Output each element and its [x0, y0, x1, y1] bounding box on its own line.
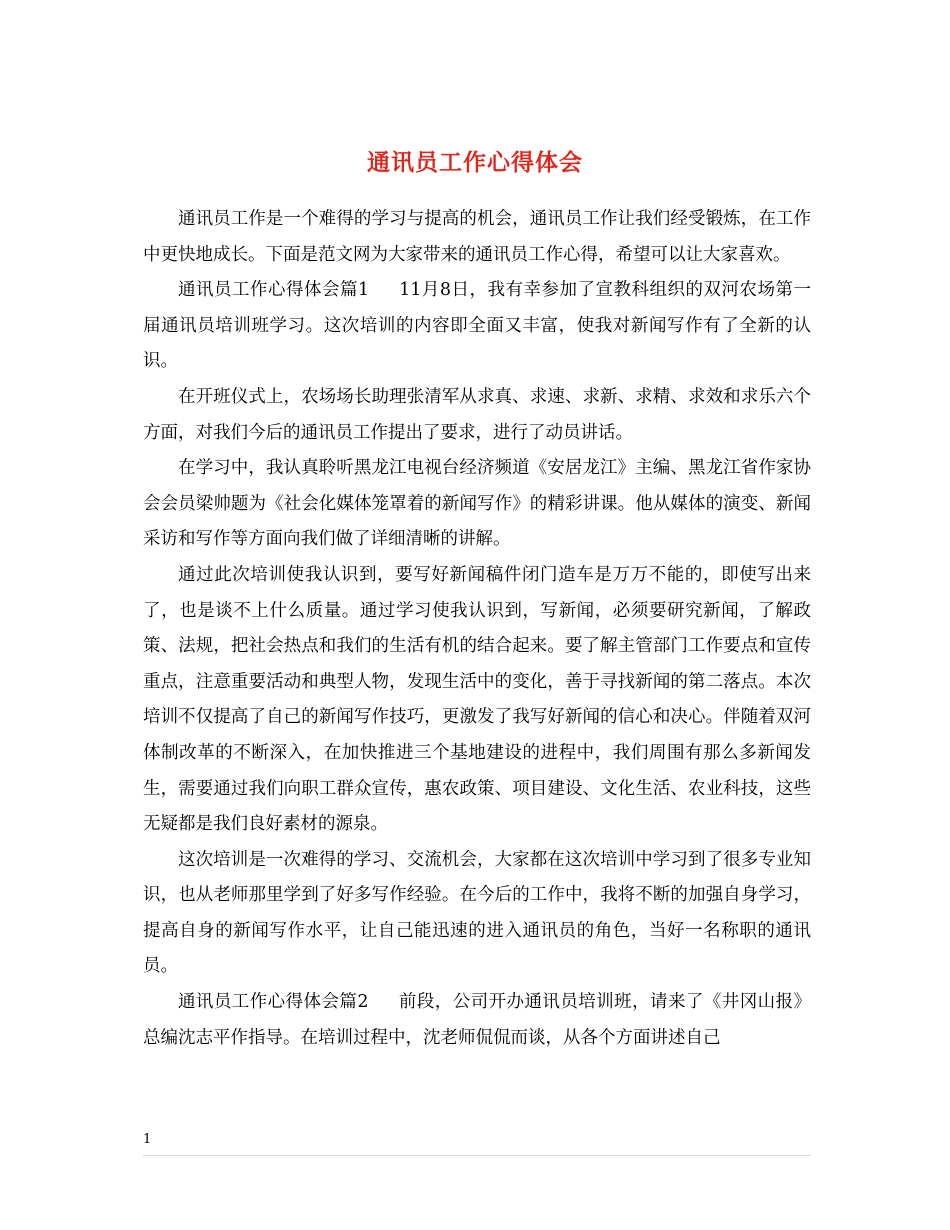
- paragraph-text: 通过此次培训使我认识到，要写好新闻稿件闭门造车是万万不能的，即使写出来了，也是谈不上什么质量。通过学习使我认识到，写新闻，必须要研究新闻，了解政策、法规，把社会热点和我们的生活有机的结合起来。要了解主管部门工作要点和宣传重点，注意重要活动和典型人物，发现生活中的变化，善于寻找新闻的第二落点。本次培训不仅提高了自己的新闻写作技巧，更激发了我写好新闻的信心和决心。伴随着双河体制改革的不断深入，在加快推进三个基地建设的进程中，我们周围有那么多新闻发生，需要通过我们向职工群众宣传，惠农政策、项目建设、文化生活、农业科技，这些无疑都是我们良好素材的源泉。: [143, 564, 811, 835]
- paragraph-text: 前段，公司开办通讯员培训班，请来了《井冈山报》总编沈志平作指导。在培训过程中，沈老师侃侃而谈，从各个方面讲述自己: [143, 992, 812, 1048]
- paragraph-opening-ceremony: [143, 380, 811, 451]
- paragraph-lecture: [143, 451, 811, 558]
- page-number: 1: [143, 1132, 152, 1147]
- paragraph-text: 在开班仪式上，农场场长助理张清军从求真、求速、求新、求精、求效和求乐六个方面，对我们今后的通讯员工作提出了要求，进行了动员讲话。: [143, 386, 811, 443]
- paragraph-intro: [143, 202, 811, 273]
- paragraph-text: 11月8日，我有幸参加了宣教科组织的双河农场第一届通讯员培训班学习。这次培训的内容即全面又丰富，使我对新闻写作有了全新的认识。: [143, 280, 811, 372]
- paragraph-summary: [143, 843, 811, 985]
- section-heading: 通讯员工作心得体会篇1: [178, 280, 370, 301]
- paragraph-text: 这次培训是一次难得的学习、交流机会，大家都在这次培训中学习到了很多专业知识，也从老师那里学到了好多写作经验。在今后的工作中，我将不断的加强自身学习，提高自身的新闻写作水平，让自己能迅速的进入通讯员的角色，当好一名称职的通讯员。: [143, 849, 811, 977]
- paragraph-text: 在学习中，我认真聆听黑龙江电视台经济频道《安居龙江》主编、黑龙江省作家协会会员梁帅题为《社会化媒体笼罩着的新闻写作》的精彩讲课。他从媒体的演变、新闻采访和写作等方面向我们做了详细清晰的讲解。: [143, 458, 811, 550]
- paragraph-insights: [143, 558, 811, 843]
- section-heading: 通讯员工作心得体会篇2: [178, 992, 369, 1013]
- paragraph-text: 通讯员工作是一个难得的学习与提高的机会，通讯员工作让我们经受锻炼，在工作中更快地成长。下面是范文网为大家带来的通讯员工作心得，希望可以让大家喜欢。: [143, 209, 811, 265]
- footer-divider: [143, 1155, 811, 1156]
- paragraph-section-2: [143, 985, 811, 1056]
- document-body: [143, 202, 811, 1056]
- document-title: 通讯员工作心得体会: [367, 149, 583, 177]
- paragraph-section-1: [143, 273, 811, 380]
